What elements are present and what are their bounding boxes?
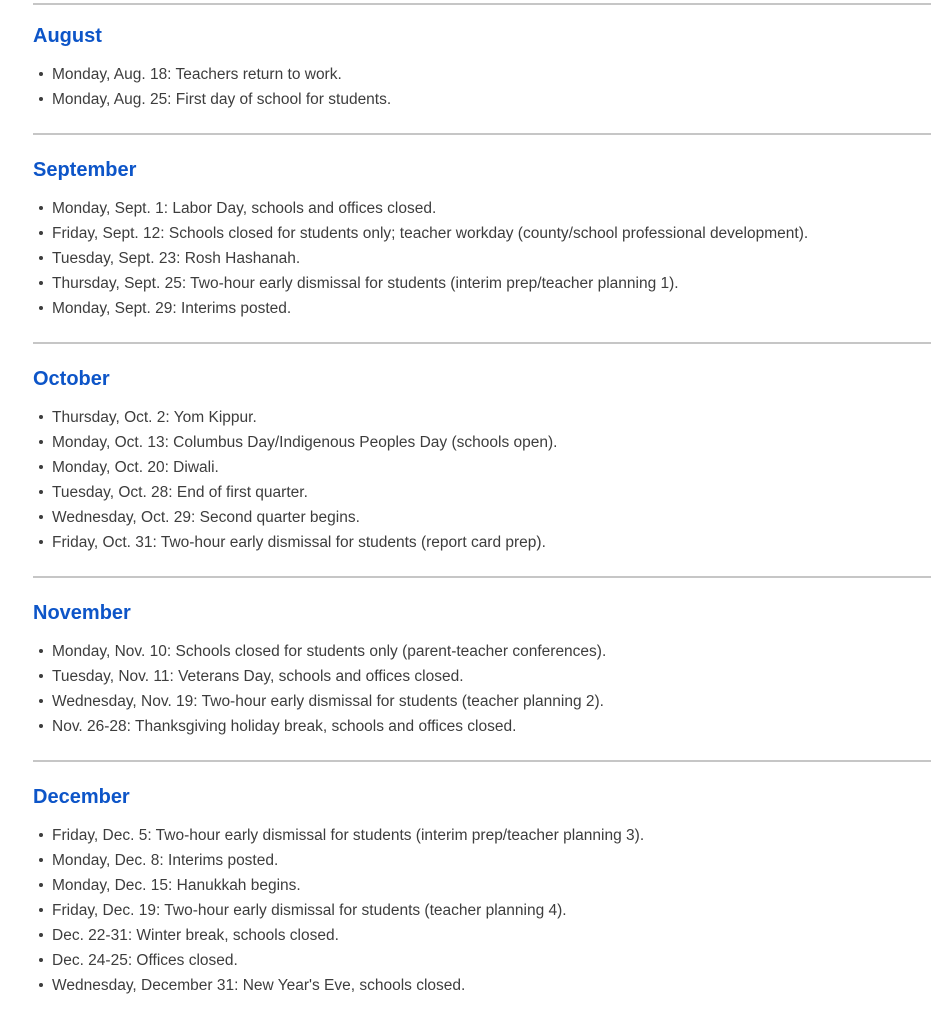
bullet-icon (39, 833, 43, 837)
month-heading: December (33, 786, 130, 808)
event-item (33, 455, 931, 480)
event-item (33, 973, 931, 998)
event-text: Monday, Dec. 15: Hanukkah begins. (52, 877, 301, 894)
event-item (33, 246, 931, 271)
bullet-icon (39, 415, 43, 419)
event-text: Dec. 22-31: Winter break, schools closed. (52, 927, 339, 944)
month-section (33, 342, 931, 576)
event-text: Monday, Dec. 8: Interims posted. (52, 852, 279, 869)
event-text: Monday, Sept. 1: Labor Day, schools and offices closed. (52, 200, 437, 217)
event-item (33, 898, 931, 923)
bullet-icon (39, 231, 43, 235)
bullet-icon (39, 908, 43, 912)
event-item (33, 689, 931, 714)
event-list (33, 62, 931, 133)
event-text: Friday, Sept. 12: Schools closed for students only; teacher workday (county/school professional development). (52, 225, 809, 242)
bullet-icon (39, 958, 43, 962)
event-list (33, 196, 931, 342)
event-item (33, 948, 931, 973)
event-text: Wednesday, December 31: New Year's Eve, schools closed. (52, 977, 466, 994)
bullet-icon (39, 674, 43, 678)
month-heading: November (33, 602, 131, 624)
month-section (33, 3, 931, 133)
event-text: Friday, Oct. 31: Two-hour early dismissal for students (report card prep). (52, 534, 546, 551)
event-text: Dec. 24-25: Offices closed. (52, 952, 238, 969)
bullet-icon (39, 97, 43, 101)
bullet-icon (39, 281, 43, 285)
event-text: Wednesday, Oct. 29: Second quarter begins. (52, 509, 360, 526)
event-item (33, 430, 931, 455)
event-text: Friday, Dec. 5: Two-hour early dismissal for students (interim prep/teacher planning 3). (52, 827, 645, 844)
event-item (33, 196, 931, 221)
bullet-icon (39, 858, 43, 862)
event-item (33, 714, 931, 739)
calendar-sections (33, 3, 931, 1019)
event-item (33, 87, 931, 112)
event-item (33, 271, 931, 296)
bullet-icon (39, 699, 43, 703)
bullet-icon (39, 724, 43, 728)
event-text: Tuesday, Oct. 28: End of first quarter. (52, 484, 308, 501)
event-item (33, 923, 931, 948)
bullet-icon (39, 515, 43, 519)
bullet-icon (39, 306, 43, 310)
bullet-icon (39, 465, 43, 469)
event-text: Friday, Dec. 19: Two-hour early dismissal for students (teacher planning 4). (52, 902, 567, 919)
event-item (33, 639, 931, 664)
month-section (33, 576, 931, 760)
bullet-icon (39, 206, 43, 210)
event-text: Monday, Sept. 29: Interims posted. (52, 300, 292, 317)
event-item (33, 848, 931, 873)
event-text: Nov. 26-28: Thanksgiving holiday break, schools and offices closed. (52, 718, 517, 735)
event-item (33, 62, 931, 87)
bullet-icon (39, 440, 43, 444)
month-section (33, 760, 931, 1019)
month-heading: October (33, 368, 110, 390)
bullet-icon (39, 540, 43, 544)
event-text: Monday, Nov. 10: Schools closed for students only (parent-teacher conferences). (52, 643, 607, 660)
event-text: Tuesday, Sept. 23: Rosh Hashanah. (52, 250, 301, 267)
event-text: Wednesday, Nov. 19: Two-hour early dismissal for students (teacher planning 2). (52, 693, 604, 710)
event-list (33, 405, 931, 576)
month-heading: August (33, 25, 102, 47)
bullet-icon (39, 490, 43, 494)
event-text: Monday, Oct. 20: Diwali. (52, 459, 219, 476)
event-text: Monday, Aug. 25: First day of school for students. (52, 91, 392, 108)
bullet-icon (39, 256, 43, 260)
event-item (33, 296, 931, 321)
bullet-icon (39, 933, 43, 937)
event-item (33, 221, 931, 246)
event-item (33, 480, 931, 505)
event-item (33, 405, 931, 430)
bullet-icon (39, 883, 43, 887)
event-item (33, 664, 931, 689)
event-item (33, 873, 931, 898)
event-text: Thursday, Sept. 25: Two-hour early dismissal for students (interim prep/teacher planning 1). (52, 275, 679, 292)
event-list (33, 639, 931, 760)
month-heading: September (33, 159, 137, 181)
event-text: Monday, Oct. 13: Columbus Day/Indigenous Peoples Day (schools open). (52, 434, 558, 451)
bullet-icon (39, 649, 43, 653)
event-text: Monday, Aug. 18: Teachers return to work. (52, 66, 342, 83)
event-text: Tuesday, Nov. 11: Veterans Day, schools and offices closed. (52, 668, 464, 685)
event-text: Thursday, Oct. 2: Yom Kippur. (52, 409, 257, 426)
event-list (33, 823, 931, 1019)
bullet-icon (39, 72, 43, 76)
event-item (33, 823, 931, 848)
event-item (33, 505, 931, 530)
month-section (33, 133, 931, 342)
bullet-icon (39, 983, 43, 987)
event-item (33, 530, 931, 555)
